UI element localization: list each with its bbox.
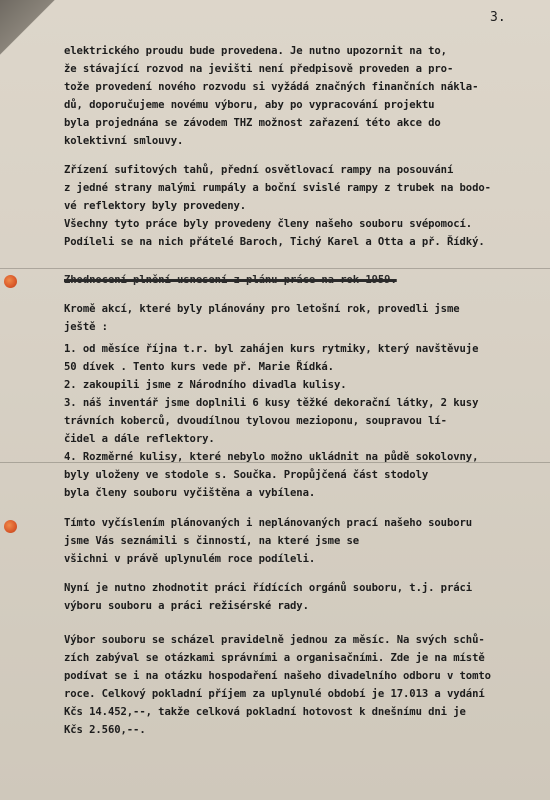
list-item-continuation: byly uloženy ve stodole s. Součka. Propůjčená část stodoly: [64, 469, 429, 481]
list-item-continuation: byla členy souboru vyčištěna a vybílena.: [64, 487, 316, 499]
paragraph: [64, 579, 544, 615]
list-item-continuation: 50 dívek . Tento kurs vede př. Marie Řídká.: [64, 361, 334, 373]
text-line: Všechny tyto práce byly provedeny členy našeho souboru svépomocí.: [64, 218, 473, 230]
typewritten-text: [64, 42, 544, 739]
list-item-continuation: trávních koberců, dvoudílnou tylovou mezioponu, soupravou lí-: [64, 415, 447, 427]
text-line: všichni v právě uplynulém roce podíleli.: [64, 553, 316, 565]
text-line: podívat se i na otázku hospodaření našeho divadelního odboru v tomto: [64, 670, 491, 682]
text-line: Kčs 14.452,--, takže celková pokladní hotovost k dnešnímu dni je: [64, 706, 466, 718]
list-item: 3. náš inventář jsme doplnili 6 kusy těžké dekorační látky, 2 kusy: [64, 397, 479, 409]
list-item-continuation: čidel a dále reflektory.: [64, 433, 215, 445]
text-line: kolektivní smlouvy.: [64, 135, 184, 147]
text-line: jsme Vás seznámili s činností, na které jsme se: [64, 535, 360, 547]
text-line: zích zabýval se otázkami správními a organisačními. Zde je na místě: [64, 652, 485, 664]
paragraph: [64, 42, 544, 150]
action-list: [64, 340, 544, 502]
text-line: Tímto vyčíslením plánovaných i neplánovaných prací našeho souboru: [64, 517, 473, 529]
punch-hole: [4, 520, 17, 533]
paragraph: [64, 161, 544, 215]
paragraph: [64, 514, 544, 568]
text-line: Výbor souboru se scházel pravidelně jednou za měsíc. Na svých schů-: [64, 634, 485, 646]
text-line: Zřízení sufitových tahů, přední osvětlovací rampy na posouvání: [64, 164, 454, 176]
text-line: Kčs 2.560,--.: [64, 724, 146, 736]
paragraph: [64, 215, 544, 251]
paragraph: [64, 631, 544, 739]
text-line: z jedné strany malými rumpály a boční svislé rampy z trubek na bodo-: [64, 182, 491, 194]
text-line: roce. Celkový pokladní příjem za uplynulé období je 17.013 a vydání: [64, 688, 485, 700]
text-line: dů, doporučujeme novému výboru, aby po vypracování projektu: [64, 99, 435, 111]
text-line: elektrického proudu bude provedena. Je nutno upozornit na to,: [64, 45, 447, 57]
paragraph: [64, 300, 544, 336]
struck-heading: Zhodnocení plnění usnesení z plánu práce na rok 1959.: [64, 274, 397, 286]
list-item: 1. od měsíce října t.r. byl zahájen kurs rytmiky, který navštěvuje: [64, 343, 479, 355]
text-line: vé reflektory byly provedeny.: [64, 200, 247, 212]
list-item: 4. Rozměrné kulisy, které nebylo možno ukládnit na půdě sokolovny,: [64, 451, 479, 463]
text-line: Nyní je nutno zhodnotit práci řídících orgánů souboru, t.j. práci: [64, 582, 473, 594]
text-line: tože provedení nového rozvodu si vyžádá značných finančních nákla-: [64, 81, 479, 93]
punch-hole: [4, 275, 17, 288]
text-line: že stávající rozvod na jevišti není předpisově proveden a pro-: [64, 63, 454, 75]
text-line: byla projednána se závodem THZ možnost zařazení této akce do: [64, 117, 441, 129]
text-line: ještě :: [64, 321, 108, 333]
folded-corner: [0, 0, 60, 60]
page-number: 3.: [490, 10, 506, 25]
list-item: 2. zakoupili jsme z Národního divadla kulisy.: [64, 379, 347, 391]
text-line: výboru souboru a práci režisérské rady.: [64, 600, 309, 612]
text-line: Podíleli se na nich přátelé Baroch, Tichý Karel a Otta a př. Řídký.: [64, 236, 485, 248]
text-line: Kromě akcí, které byly plánovány pro letošní rok, provedli jsme: [64, 303, 460, 315]
